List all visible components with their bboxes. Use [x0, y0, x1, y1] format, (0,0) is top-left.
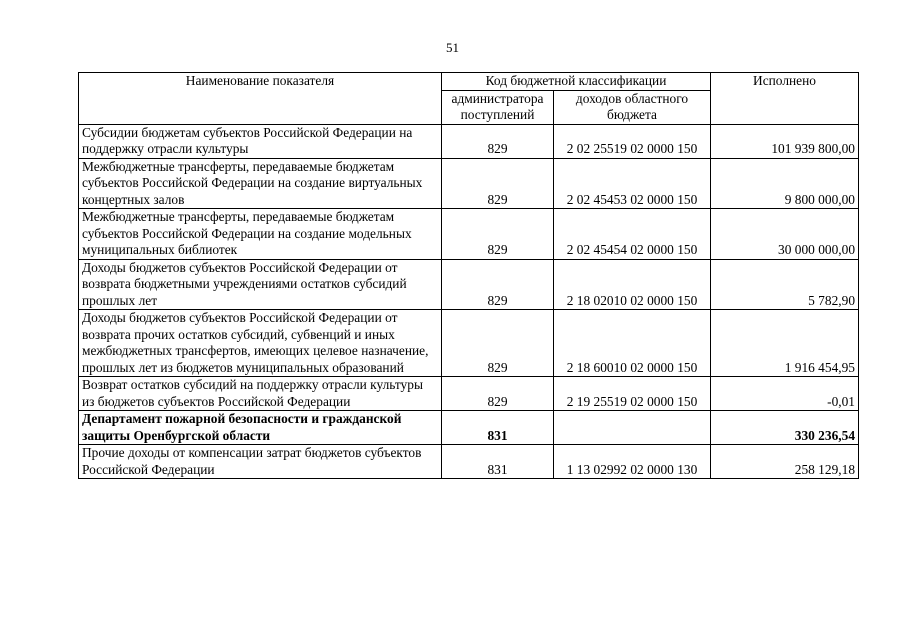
row-amount: -0,01 — [711, 377, 859, 411]
page-number: 51 — [446, 40, 459, 55]
row-amount: 9 800 000,00 — [711, 158, 859, 209]
header-income: доходов областного бюджета — [554, 90, 711, 124]
header-code-group: Код бюджетной классификации — [442, 73, 711, 91]
row-admin-code: 829 — [442, 124, 554, 158]
table-row — [79, 310, 859, 377]
row-amount: 5 782,90 — [711, 259, 859, 310]
table-row — [79, 158, 859, 209]
row-admin-code: 829 — [442, 259, 554, 310]
row-admin-code: 831 — [442, 445, 554, 479]
row-name: Доходы бюджетов субъектов Российской Федерации от возврата прочих остатков субсидий, субвенций и иных межбюджетных трансфертов, имеющих целевое назначение, прошлых лет из бюджетов муниципальных образований — [79, 310, 442, 377]
row-amount: 258 129,18 — [711, 445, 859, 479]
row-income-code: 2 02 45453 02 0000 150 — [554, 158, 711, 209]
header-admin: администратора поступлений — [442, 90, 554, 124]
table-row — [79, 377, 859, 411]
row-name: Субсидии бюджетам субъектов Российской Федерации на поддержку отрасли культуры — [79, 124, 442, 158]
row-admin-code: 829 — [442, 158, 554, 209]
row-income-code: 1 13 02992 02 0000 130 — [554, 445, 711, 479]
row-admin-code: 829 — [442, 310, 554, 377]
header-name: Наименование показателя — [79, 73, 442, 125]
row-income-code: 2 02 45454 02 0000 150 — [554, 209, 711, 260]
row-income-code: 2 18 60010 02 0000 150 — [554, 310, 711, 377]
row-admin-code: 831 — [442, 411, 554, 445]
row-name: Межбюджетные трансферты, передаваемые бюджетам субъектов Российской Федерации на создание виртуальных концертных залов — [79, 158, 442, 209]
row-income-code: 2 18 02010 02 0000 150 — [554, 259, 711, 310]
row-income-code — [554, 411, 711, 445]
row-income-code: 2 19 25519 02 0000 150 — [554, 377, 711, 411]
row-amount: 30 000 000,00 — [711, 209, 859, 260]
table-row — [79, 445, 859, 479]
table-row — [79, 124, 859, 158]
row-name: Возврат остатков субсидий на поддержку отрасли культуры из бюджетов субъектов Российской Федерации — [79, 377, 442, 411]
row-name: Прочие доходы от компенсации затрат бюджетов субъектов Российской Федерации — [79, 445, 442, 479]
table-row — [79, 209, 859, 260]
row-name: Департамент пожарной безопасности и гражданской защиты Оренбургской области — [79, 411, 442, 445]
header-executed: Исполнено — [711, 73, 859, 125]
table-row — [79, 259, 859, 310]
row-amount: 101 939 800,00 — [711, 124, 859, 158]
row-amount: 1 916 454,95 — [711, 310, 859, 377]
row-name: Доходы бюджетов субъектов Российской Федерации от возврата бюджетными учреждениями остатков субсидий прошлых лет — [79, 259, 442, 310]
row-admin-code: 829 — [442, 209, 554, 260]
row-admin-code: 829 — [442, 377, 554, 411]
budget-table — [78, 72, 859, 479]
row-name: Межбюджетные трансферты, передаваемые бюджетам субъектов Российской Федерации на создание модельных муниципальных библиотек — [79, 209, 442, 260]
row-amount: 330 236,54 — [711, 411, 859, 445]
table-row-department — [79, 411, 859, 445]
row-income-code: 2 02 25519 02 0000 150 — [554, 124, 711, 158]
